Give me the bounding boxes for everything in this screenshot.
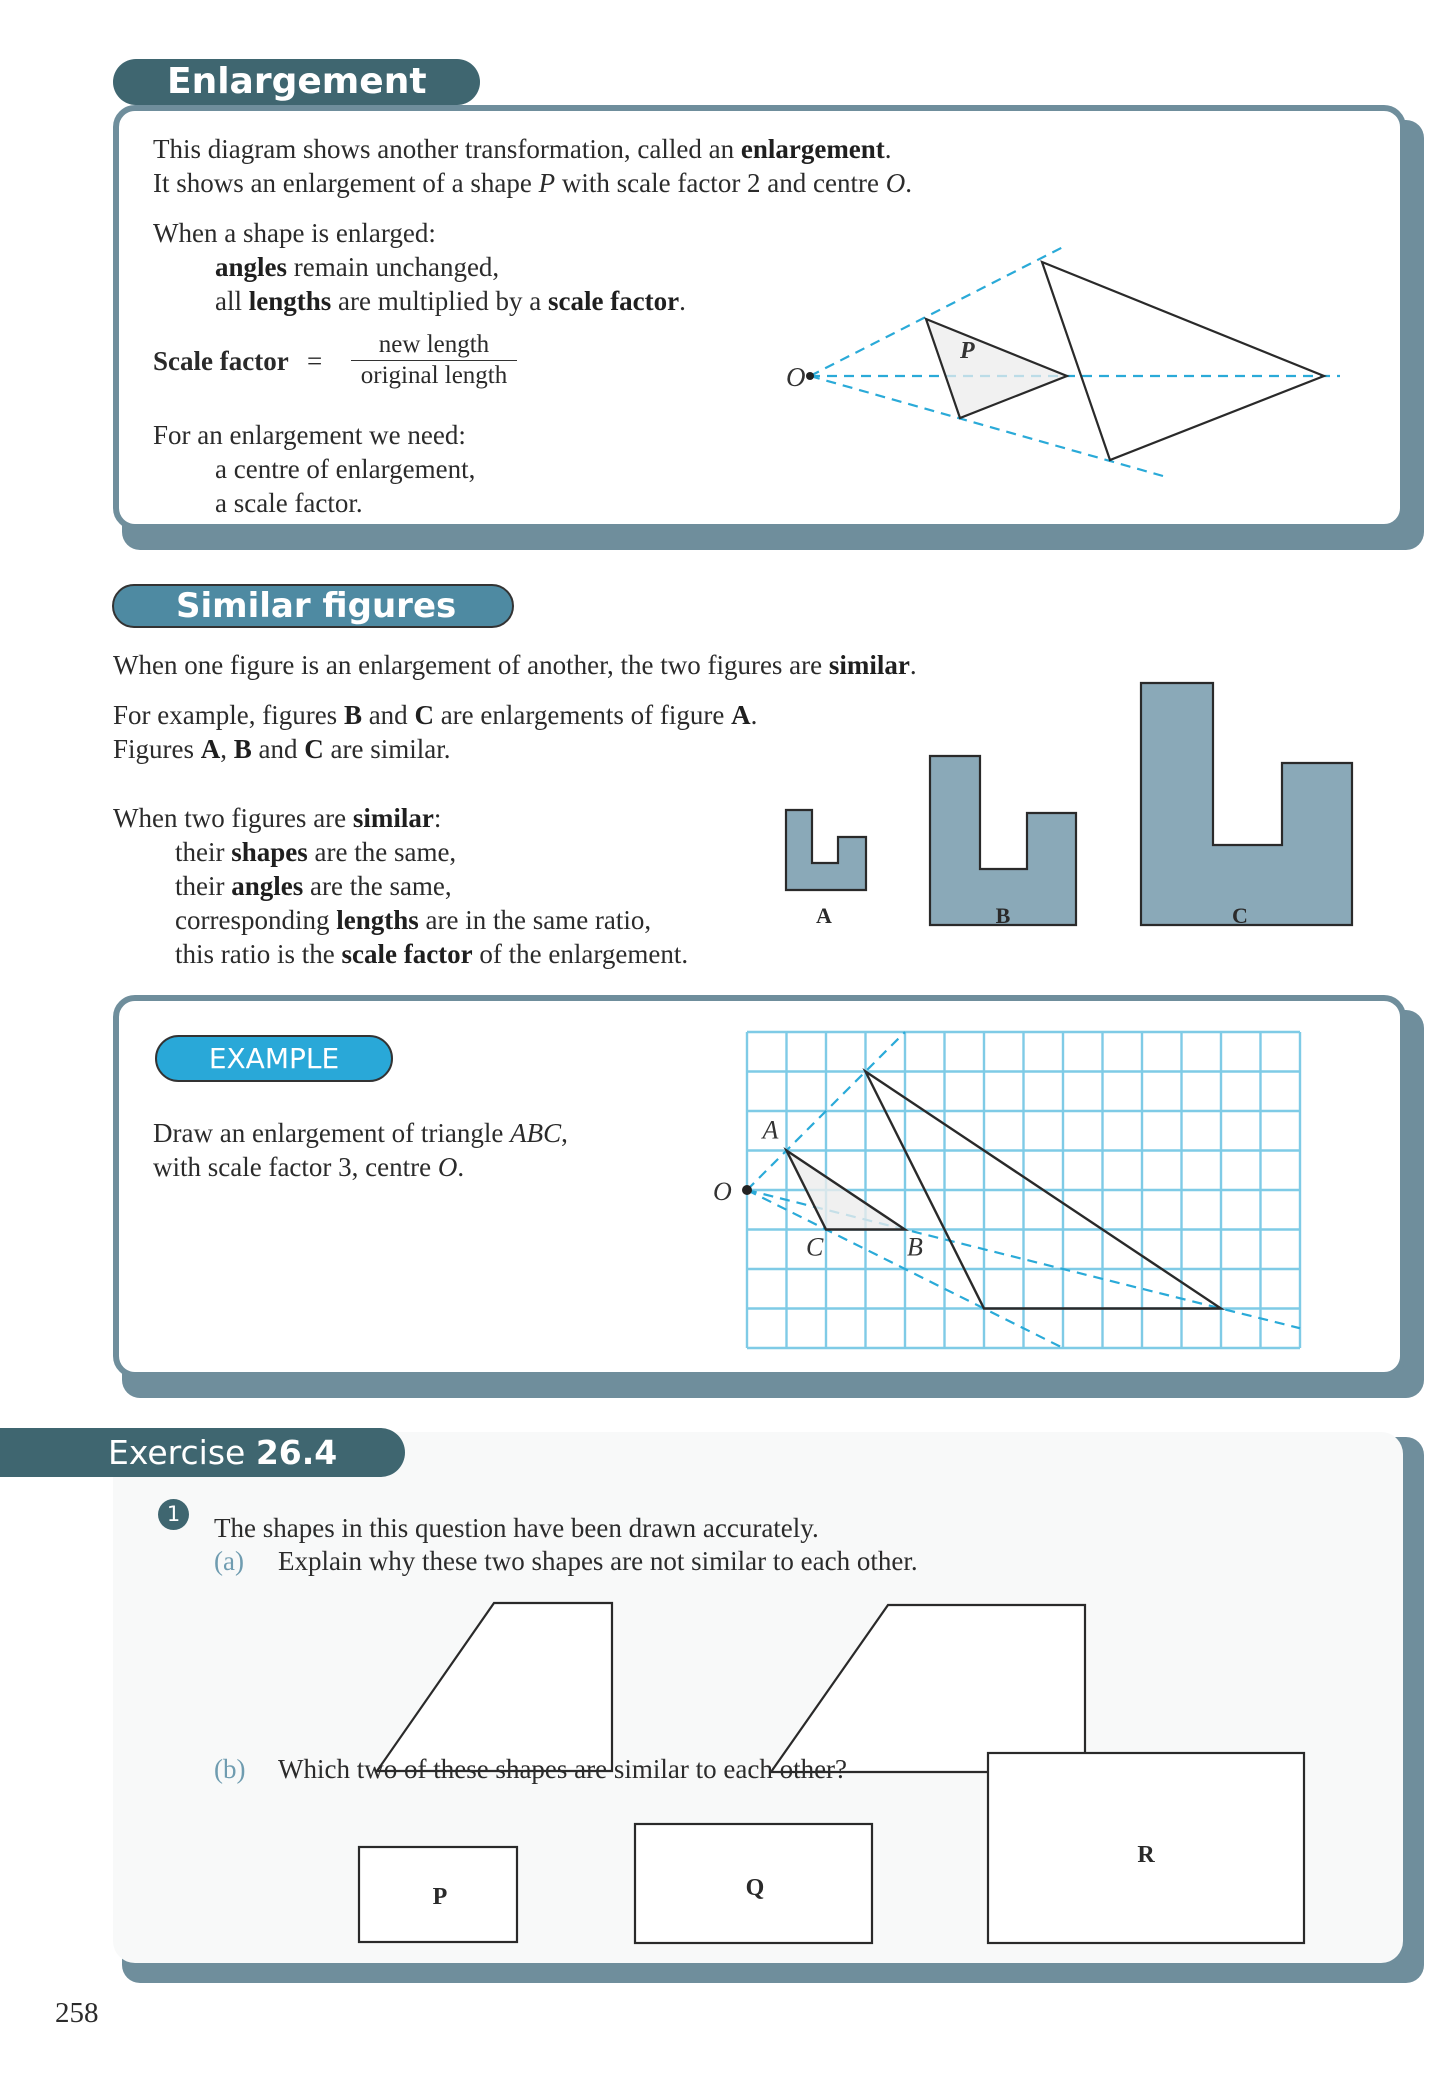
trapezium-1 bbox=[377, 1603, 612, 1771]
p2-mid: are enlargements of figure bbox=[433, 700, 732, 730]
l1-post: are the same, bbox=[307, 837, 457, 867]
intro2-mid: with scale factor 2 and centre bbox=[555, 168, 886, 198]
p2-and: and bbox=[361, 700, 415, 730]
similar-figures-title: Similar figures bbox=[176, 586, 457, 626]
when-enlarged-text: When a shape is enlarged: bbox=[153, 218, 436, 248]
intro2-punct: . bbox=[905, 168, 912, 198]
l4-pre: this ratio is the bbox=[175, 939, 342, 969]
l2-pre: their bbox=[175, 871, 232, 901]
trapezium-2 bbox=[771, 1605, 1085, 1772]
figure-c-label: C bbox=[1232, 903, 1248, 928]
ex-l1-italic: ABC bbox=[510, 1118, 562, 1148]
l2-post: are the same, bbox=[303, 871, 452, 901]
lengths-punct: . bbox=[679, 286, 686, 316]
p2-c: C bbox=[414, 700, 434, 730]
formula-label: Scale factor bbox=[153, 346, 289, 376]
figure-a-label: A bbox=[816, 903, 832, 928]
shape-label: P bbox=[960, 338, 975, 364]
p2-a: A bbox=[731, 700, 751, 730]
label-c: C bbox=[806, 1232, 824, 1262]
l3-pre: corresponding bbox=[175, 905, 337, 935]
part-b-label: (b) bbox=[214, 1754, 246, 1784]
intro2-italic2: O bbox=[885, 168, 906, 198]
rectangle-p-label: P bbox=[432, 1884, 448, 1910]
l1-bold: shapes bbox=[231, 837, 308, 867]
ex-l1-pre: Draw an enlargement of triangle bbox=[153, 1118, 511, 1148]
exercise-title-number: 26.4 bbox=[255, 1433, 338, 1472]
centre-label: O bbox=[786, 362, 806, 392]
ws-bold: similar bbox=[352, 803, 434, 833]
p2-punct: . bbox=[750, 700, 758, 730]
p3-post: are similar. bbox=[323, 734, 451, 764]
enlargement-title: Enlargement bbox=[167, 61, 427, 102]
lengths-pre: all bbox=[215, 286, 249, 316]
p3-a: A bbox=[200, 734, 221, 764]
ex-l2-italic: O bbox=[437, 1152, 458, 1182]
question-1b bbox=[214, 1752, 848, 1786]
ws-post: : bbox=[433, 803, 442, 833]
need-intro: For an enlargement we need: bbox=[153, 420, 466, 450]
angles-rest: remain unchanged, bbox=[287, 252, 500, 282]
l4-post: of the enlargement. bbox=[472, 939, 689, 969]
p3-and: and bbox=[251, 734, 305, 764]
exercise-title-word: Exercise bbox=[108, 1433, 246, 1472]
ex-l1-post: , bbox=[561, 1118, 568, 1148]
p2-b: B bbox=[343, 700, 362, 730]
figure-b-label: B bbox=[995, 903, 1011, 928]
ex-l2-post: . bbox=[457, 1152, 465, 1182]
angles-bold: angles bbox=[215, 252, 288, 282]
l2-bold: angles bbox=[231, 871, 304, 901]
formula-denominator: original length bbox=[360, 362, 508, 389]
l1-pre: their bbox=[175, 837, 232, 867]
part-b-text: Which two of these shapes are similar to each other? bbox=[278, 1754, 848, 1784]
similar-p1-punct: . bbox=[909, 650, 917, 680]
formula-equals: = bbox=[307, 346, 323, 376]
l3-bold: lengths bbox=[336, 905, 419, 935]
p3-comma: , bbox=[220, 734, 234, 764]
need-scale-factor: a scale factor. bbox=[215, 488, 363, 518]
lengths-mid: are multiplied by a bbox=[331, 286, 548, 316]
question-number: 1 bbox=[166, 1502, 181, 1526]
intro-bold: enlargement bbox=[740, 134, 885, 164]
ws-pre: When two figures are bbox=[113, 803, 353, 833]
p3-b: B bbox=[233, 734, 252, 764]
p3-c: C bbox=[304, 734, 324, 764]
l3-post: are in the same ratio, bbox=[418, 905, 652, 935]
part-a-text: Explain why these two shapes are not similar to each other. bbox=[278, 1546, 918, 1576]
rectangle-r-label: R bbox=[1137, 1842, 1155, 1868]
similar-p1-bold: similar bbox=[828, 650, 910, 680]
label-b: B bbox=[907, 1232, 923, 1262]
l4-bold: scale factor bbox=[341, 939, 473, 969]
intro2-text: It shows an enlargement of a shape bbox=[153, 168, 539, 198]
example-badge-label: EXAMPLE bbox=[208, 1042, 340, 1075]
part-a-label: (a) bbox=[214, 1546, 244, 1576]
similar-p1: When one figure is an enlargement of another, the two figures are bbox=[113, 650, 829, 680]
need-centre: a centre of enlargement, bbox=[215, 454, 476, 484]
p3-pre: Figures bbox=[113, 734, 201, 764]
intro-punct: . bbox=[884, 134, 892, 164]
lengths-bold: lengths bbox=[248, 286, 332, 316]
intro2-italic: P bbox=[538, 168, 556, 198]
scale-factor-bold: scale factor bbox=[547, 286, 680, 316]
question-1-text: The shapes in this question have been drawn accurately. bbox=[214, 1513, 819, 1543]
label-a: A bbox=[762, 1115, 779, 1145]
page-number: 258 bbox=[55, 1997, 99, 2029]
label-o: O bbox=[713, 1177, 732, 1206]
formula-numerator: new length bbox=[351, 330, 517, 361]
ex-l2-pre: with scale factor 3, centre bbox=[153, 1152, 438, 1182]
intro-text: This diagram shows another transformation, called an bbox=[153, 134, 741, 164]
p2-pre: For example, figures bbox=[113, 700, 344, 730]
rectangle-q-label: Q bbox=[745, 1875, 765, 1901]
